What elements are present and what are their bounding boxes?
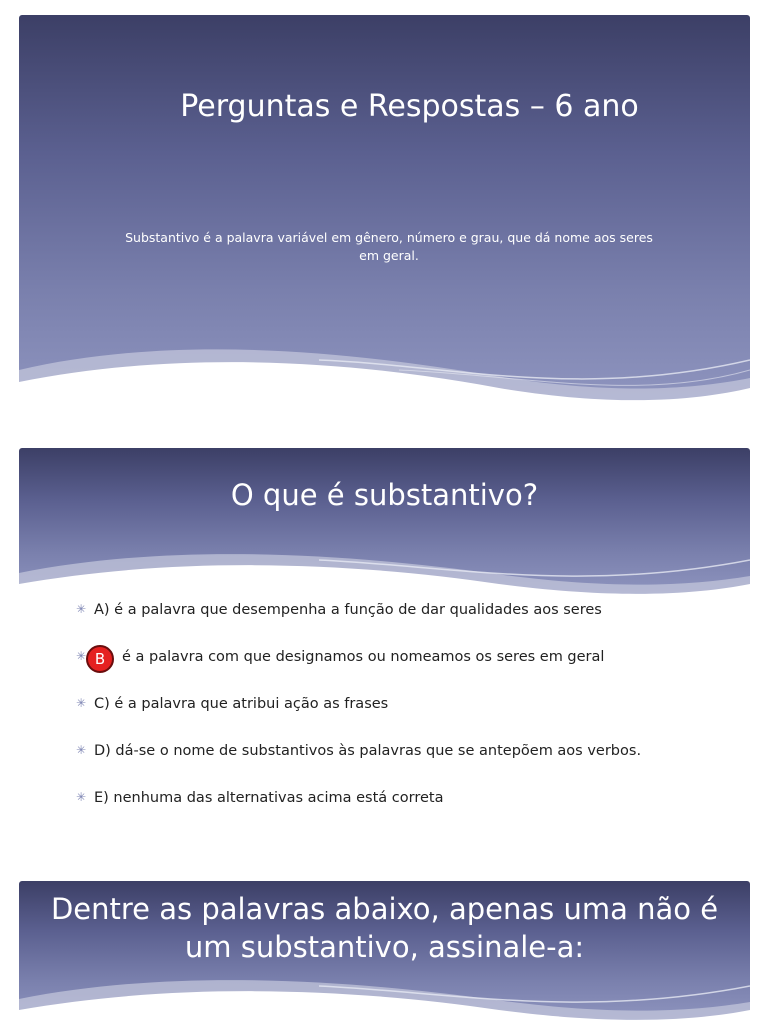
asterisk-bullet-icon: ✳: [76, 696, 87, 710]
presentation-title: Perguntas e Respostas – 6 ano: [180, 89, 639, 124]
option-b[interactable]: [76, 649, 605, 668]
option-text: é a palavra com que designamos ou nomeamos os seres em geral: [122, 649, 605, 665]
asterisk-bullet-icon: ✳: [76, 649, 87, 663]
wave-decoration-icon: [19, 538, 750, 598]
option-a[interactable]: [76, 602, 602, 618]
option-c[interactable]: [76, 696, 388, 712]
selected-answer-marker: [86, 645, 114, 673]
question-title: O que é substantivo?: [230, 478, 539, 512]
question-title: Dentre as palavras abaixo, apenas uma não é um substantivo, assinale-a:: [50, 892, 719, 964]
presentation-subtitle: Substantivo é a palavra variável em gênero, número e grau, que dá nome aos seres em geral.: [125, 230, 653, 263]
slide-3: [19, 881, 750, 1024]
asterisk-bullet-icon: ✳: [76, 743, 87, 757]
option-d[interactable]: [76, 743, 641, 759]
slide-1: [19, 15, 750, 410]
asterisk-bullet-icon: ✳: [76, 602, 87, 616]
slide-2-header: [19, 448, 750, 598]
option-e[interactable]: [76, 790, 443, 806]
slide-3-header: [19, 881, 750, 1024]
slide-1-background: [19, 15, 750, 410]
slide-2: [19, 448, 750, 848]
option-marker-label: B: [94, 650, 106, 668]
wave-decoration-icon: [19, 330, 750, 410]
option-text: A) é a palavra que desempenha a função de dar qualidades aos seres: [94, 602, 602, 618]
option-text: E) nenhuma das alternativas acima está correta: [94, 790, 444, 806]
option-text: C) é a palavra que atribui ação as frases: [94, 696, 389, 712]
wave-decoration-icon: [19, 964, 750, 1024]
option-text: D) dá-se o nome de substantivos às palavras que se antepõem aos verbos.: [94, 743, 642, 759]
asterisk-bullet-icon: ✳: [76, 790, 87, 804]
